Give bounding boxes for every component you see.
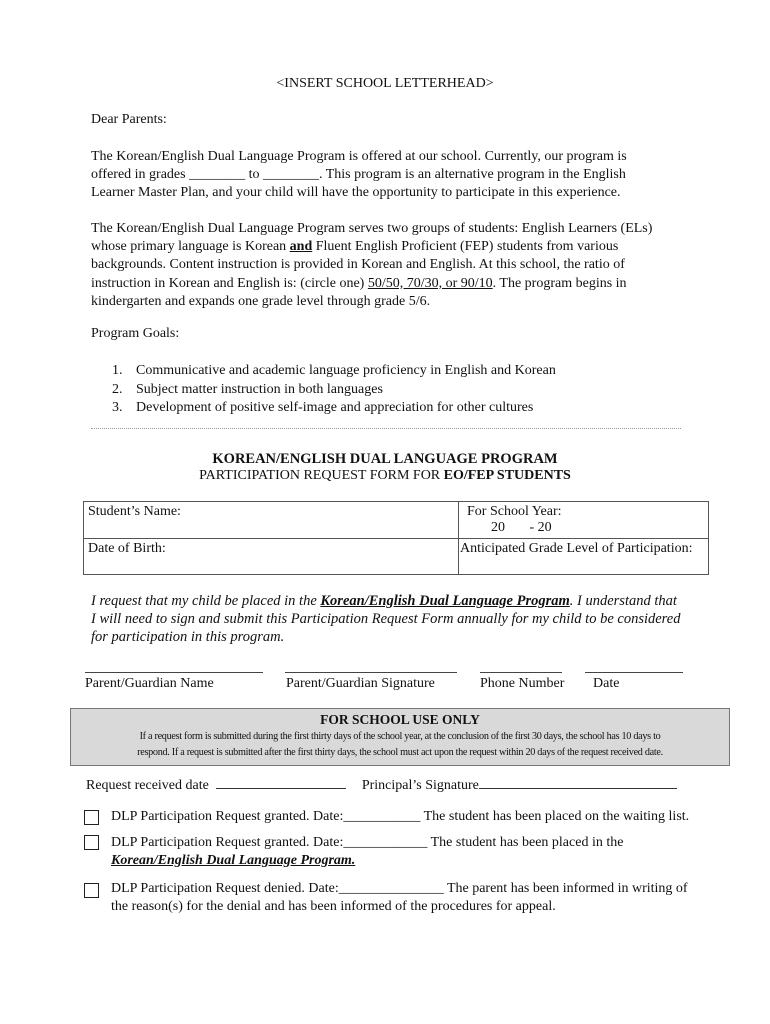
letterhead-placeholder: <INSERT SCHOOL LETTERHEAD> <box>276 76 494 91</box>
principal-signature-label: Principal’s Signature <box>361 778 479 793</box>
phone-number-label: Phone Number <box>480 676 565 691</box>
goal-number: 2. <box>112 381 123 397</box>
ratio-options: 50/50, 70/30, or 90/10 <box>367 275 493 291</box>
form-subtitle-text: PARTICIPATION REQUEST FORM FOR <box>199 468 444 483</box>
request-text: . I understand that <box>569 593 677 609</box>
school-use-note: If a request form is submitted during the first thirty days of the school year, at the conclusion of the first 30 days, the school has 10 days to <box>139 731 661 742</box>
date-of-birth-label: Date of Birth: <box>88 541 166 556</box>
description-text: whose primary language is Korean <box>91 239 290 255</box>
form-title: KOREAN/ENGLISH DUAL LANGUAGE PROGRAM <box>212 451 558 467</box>
program-name: Korean/English Dual Language Program <box>320 593 570 609</box>
request-received-date-field[interactable] <box>216 788 346 789</box>
student-name-label: Student’s Name: <box>88 504 181 519</box>
description-line: The Korean/English Dual Language Program serves two groups of students: English Learners (ELs) <box>91 221 653 236</box>
form-subtitle-bold: EO/FEP STUDENTS <box>443 468 571 483</box>
goals-title: Program Goals: <box>91 326 180 341</box>
description-text: . The program begins in <box>492 275 627 291</box>
placed-in-program-checkbox[interactable] <box>84 835 99 850</box>
description-line: kindergarten and expands one grade level through grade 5/6. <box>91 293 431 309</box>
date-of-birth-field[interactable] <box>84 539 459 575</box>
school-use-header: FOR SCHOOL USE ONLY <box>320 712 480 727</box>
intro-line: offered in grades ________ to ________. This program is an alternative program in the English <box>91 167 626 183</box>
parent-signature-label: Parent/Guardian Signature <box>286 676 435 691</box>
waiting-list-option: DLP Participation Request granted. Date:___________ The student has been placed on the waiting list. <box>111 809 690 824</box>
salutation: Dear Parents: <box>91 112 167 127</box>
form-subtitle <box>0 468 770 484</box>
description-text: instruction in Korean and English is: (circle one) <box>91 275 368 291</box>
request-denied-detail: the reason(s) for the denial and has been informed of the procedures for appeal. <box>111 899 556 914</box>
request-text: I request that my child be placed in the <box>91 593 321 609</box>
goal-item <box>112 381 556 400</box>
parent-name-label: Parent/Guardian Name <box>85 676 214 691</box>
principal-signature-field[interactable] <box>479 788 677 789</box>
request-line <box>91 592 721 610</box>
goal-text: Communicative and academic language proficiency in English and Korean <box>136 363 556 378</box>
request-line: for participation in this program. <box>91 629 285 646</box>
placed-in-program-option: DLP Participation Request granted. Date:____________ The student has been placed in the <box>111 835 624 850</box>
description-text: Fluent English Proficient (FEP) students from various <box>312 239 619 255</box>
program-description <box>91 220 691 311</box>
phone-number-line[interactable] <box>480 672 562 673</box>
grade-level-field[interactable] <box>459 539 709 575</box>
goal-item <box>112 362 556 381</box>
request-received-row <box>86 778 677 794</box>
goal-text: Subject matter instruction in both languages <box>136 381 383 397</box>
request-denied-checkbox[interactable] <box>84 883 99 898</box>
goals-list <box>112 362 556 418</box>
intro-line: Learner Master Plan, and your child will have the opportunity to participate in this experience. <box>91 185 621 201</box>
waiting-list-checkbox[interactable] <box>84 810 99 825</box>
description-line: backgrounds. Content instruction is provided in Korean and English. At this school, the ratio of <box>91 257 625 273</box>
school-use-box <box>70 708 730 766</box>
school-use-note: respond. If a request is submitted after the first thirty days, the school must act upon the request within 20 days of the request received date. <box>137 747 663 758</box>
goal-number: 1. <box>112 363 123 378</box>
date-label: Date <box>593 676 620 691</box>
school-year-label: For School Year: <box>467 504 562 519</box>
request-line: I will need to sign and submit this Participation Request Form annually for my child to be considered <box>91 611 681 628</box>
student-info-table <box>83 501 709 575</box>
goal-number: 3. <box>112 400 123 415</box>
request-denied-option: DLP Participation Request denied. Date:_______________ The parent has been informed in writing of <box>111 881 688 896</box>
parent-name-line[interactable] <box>85 672 263 673</box>
date-line[interactable] <box>585 672 683 673</box>
parent-signature-line[interactable] <box>285 672 457 673</box>
section-divider <box>91 428 681 429</box>
emphasis-and: and <box>289 239 313 255</box>
goal-item <box>112 399 556 418</box>
student-name-field[interactable] <box>84 502 459 539</box>
grade-level-label: Anticipated Grade Level of Participation: <box>460 541 693 556</box>
description-line <box>91 275 691 293</box>
request-received-label: Request received date <box>86 778 209 793</box>
intro-line: The Korean/English Dual Language Program is offered at our school. Currently, our program is <box>91 149 627 164</box>
school-year-value: 20 - 20 <box>491 520 552 535</box>
program-name-emphasis: Korean/English Dual Language Program. <box>111 853 356 868</box>
request-statement <box>91 592 721 647</box>
goal-text: Development of positive self-image and appreciation for other cultures <box>136 400 534 415</box>
school-year-field[interactable] <box>459 502 709 539</box>
description-line <box>91 238 691 256</box>
intro-paragraph <box>91 148 691 203</box>
